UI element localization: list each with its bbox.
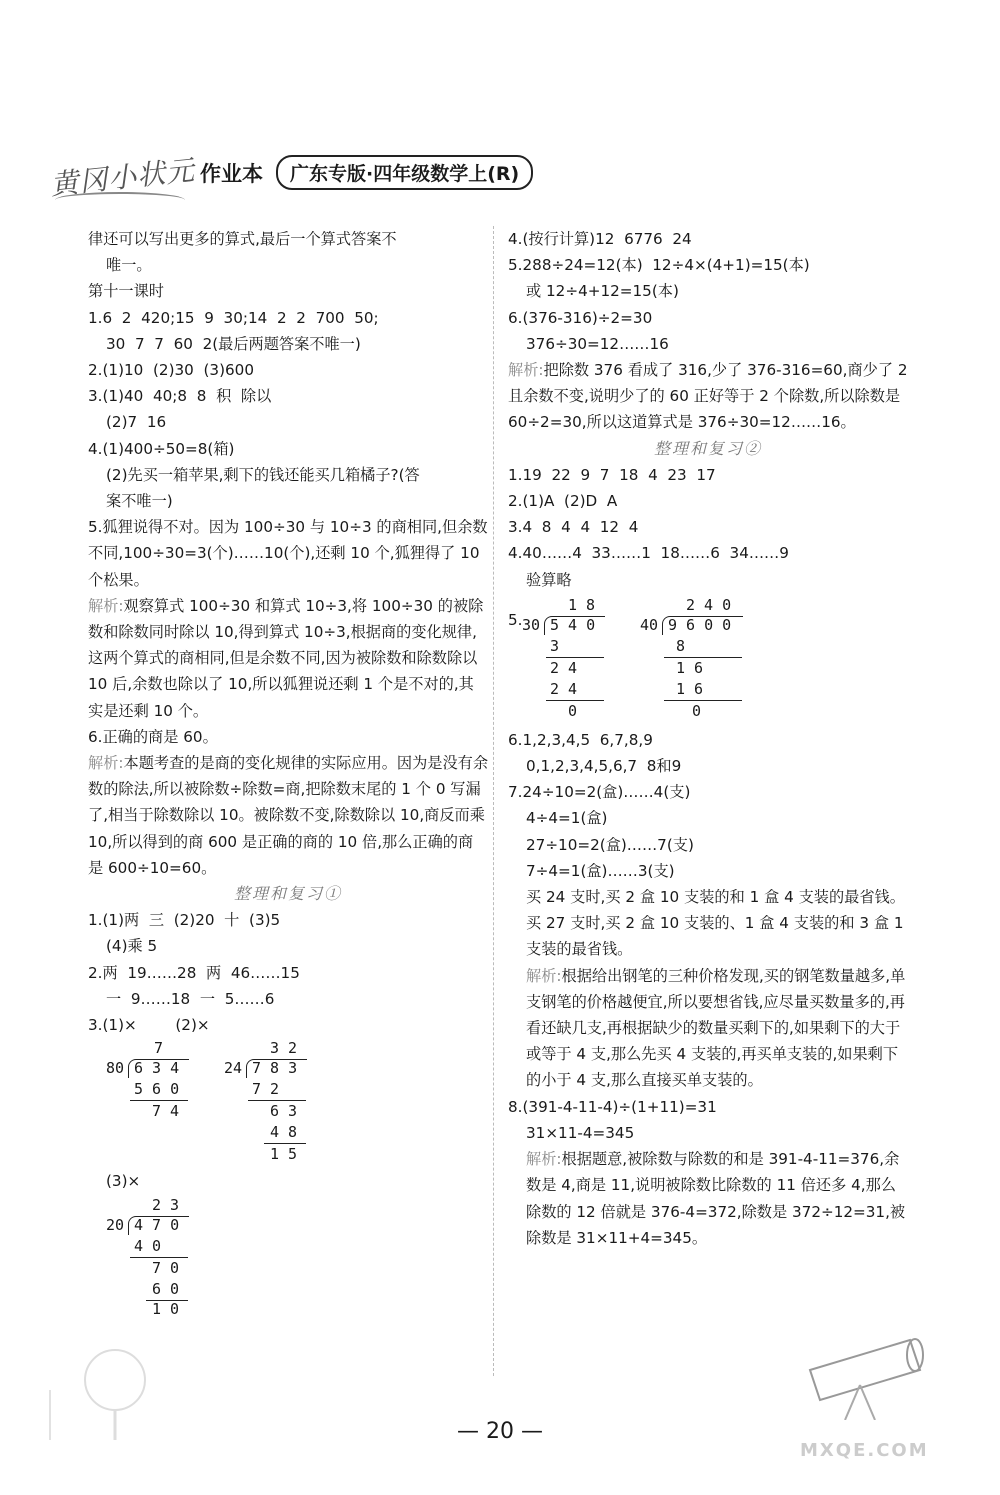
answer-1-cont: 30 7 7 60 2(最后两题答案不唯一) bbox=[106, 334, 361, 353]
tree-crown bbox=[85, 1350, 145, 1410]
text-line: 唯一。 bbox=[106, 256, 152, 275]
divisor: 40 bbox=[640, 615, 659, 634]
bring-down: 1 6 bbox=[676, 658, 704, 677]
analysis-6 bbox=[508, 357, 908, 436]
analysis-label: 解析: bbox=[508, 361, 544, 380]
watermark: MXQE.COM bbox=[800, 1440, 929, 1461]
review-2-answer-8-cont: 31×11-4=345 bbox=[526, 1123, 635, 1142]
lesson-heading: 第十一课时 bbox=[88, 282, 164, 301]
review-1-answer-3-part-3: (3)× bbox=[106, 1172, 141, 1191]
partial-product: 4 8 bbox=[270, 1123, 298, 1142]
long-division bbox=[640, 595, 750, 725]
review-2-answer-2: 2.(1)A (2)D A bbox=[508, 492, 618, 511]
analysis-8 bbox=[508, 1146, 908, 1251]
bring-down: 6 3 bbox=[270, 1102, 298, 1121]
dividend: 6 3 4 bbox=[134, 1059, 180, 1078]
quotient: 3 2 bbox=[270, 1039, 298, 1058]
partial-product: 6 0 bbox=[152, 1279, 180, 1298]
divisor: 30 bbox=[522, 615, 541, 634]
long-division-group bbox=[88, 1195, 488, 1317]
review-2-answer-3: 3.4 8 4 4 12 4 bbox=[508, 518, 639, 537]
remainder: 0 bbox=[692, 701, 702, 720]
long-division bbox=[106, 1038, 196, 1168]
long-division-group bbox=[508, 593, 908, 727]
partial-product: 8 bbox=[676, 636, 686, 655]
divisor: 20 bbox=[106, 1215, 125, 1234]
section-title-review-1: 整理和复习① bbox=[233, 884, 342, 904]
review-2-answer-4-cont: 验算略 bbox=[526, 570, 572, 589]
brand-swoosh bbox=[55, 192, 185, 208]
quotient: 1 8 bbox=[568, 595, 596, 614]
answer-6-cont: 376÷30=12……16 bbox=[526, 334, 669, 353]
review-2-answer-7-conclusion: 买 27 支时,买 2 盒 10 支装的、1 盒 4 支装的和 3 盒 1 支装的最省钱。 bbox=[526, 914, 904, 959]
dividend: 4 7 0 bbox=[134, 1215, 180, 1234]
answer-5-cont: 或 12÷4+12=15(本) bbox=[526, 282, 679, 301]
analysis-6 bbox=[88, 750, 488, 881]
telescope-illustration bbox=[800, 1330, 930, 1420]
page-number: — 20 — bbox=[457, 1419, 543, 1444]
remainder: 7 4 bbox=[152, 1102, 180, 1121]
review-2-answer-7-cont: 4÷4=1(盒) bbox=[526, 809, 608, 828]
partial-product: 2 4 bbox=[550, 679, 578, 698]
remainder: 0 bbox=[568, 701, 578, 720]
review-1-answer-1-cont: (4)乘 5 bbox=[106, 937, 158, 956]
quotient: 2 4 0 bbox=[686, 595, 732, 614]
answer-6: 6.正确的商是 60。 bbox=[88, 727, 218, 746]
division-rule bbox=[664, 700, 742, 701]
answer-5: 5.狐狸说得不对。因为 100÷30 与 10÷3 的商相同,但余数不同,100÷30=3(个)……10(个),还剩 10 个,狐狸得了 10 个松果。 bbox=[88, 518, 488, 589]
quotient: 2 3 bbox=[152, 1195, 180, 1214]
answer-4-cont: 案不唯一) bbox=[106, 492, 173, 511]
answer-1: 1.6 2 420;15 9 30;14 2 2 700 50; bbox=[88, 308, 379, 327]
analysis-text: 根据给出钢笔的三种价格发现,买的钢笔数量越多,单支钢笔的价格越便宜,所以要想省钱,应尽量买数量多的,再看还缺几支,再根据缺少的数量买剩下的,如果剩下的大于或等于 4 支,那么先买 4 支装的,再买单支装的,如果剩下的小于 4 支,那么直接买单支装的。 bbox=[526, 966, 906, 1090]
column-divider bbox=[493, 226, 494, 1376]
analysis-label: 解析: bbox=[526, 1150, 562, 1169]
right-column bbox=[508, 226, 908, 1251]
telescope-leg bbox=[860, 1385, 875, 1420]
review-2-answer-7-cont: 7÷4=1(盒)……3(支) bbox=[526, 861, 675, 880]
partial-product: 1 6 bbox=[676, 679, 704, 698]
page-header bbox=[50, 150, 610, 210]
review-2-answer-8: 8.(391-4-11-4)÷(1+11)=31 bbox=[508, 1097, 717, 1116]
analysis-text: 根据题意,被除数与除数的和是 391-4-11=376,余数是 4,商是 11,说明被除数比除数的 11 倍还多 4,那么除数的 12 倍就是 376-4=372,除数是 372÷12=31,被除数是 31×11+4=345。 bbox=[526, 1150, 906, 1247]
quotient: 7 bbox=[154, 1039, 164, 1058]
text-line: 律还可以写出更多的算式,最后一个算式答案不 bbox=[88, 230, 397, 248]
review-2-answer-6-cont: 0,1,2,3,4,5,6,7 8和9 bbox=[526, 757, 682, 776]
dividend: 9 6 0 0 bbox=[668, 615, 732, 634]
analysis-7 bbox=[508, 963, 908, 1094]
answer-3-cont: (2)7 16 bbox=[106, 413, 167, 432]
bring-down: 7 0 bbox=[152, 1258, 180, 1277]
answer-2: 2.(1)10 (2)30 (3)600 bbox=[88, 361, 254, 380]
review-2-answer-1: 1.19 22 9 7 18 4 23 17 bbox=[508, 465, 716, 484]
partial-product: 4 0 bbox=[134, 1236, 162, 1255]
long-division bbox=[224, 1038, 314, 1168]
book-name: 作业本 bbox=[200, 162, 263, 186]
review-1-answer-3: 3.(1)× (2)× bbox=[88, 1016, 210, 1035]
remainder: 1 0 bbox=[152, 1299, 180, 1318]
review-2-answer-7-conclusion: 买 24 支时,买 2 盒 10 支装的和 1 盒 4 支装的最省钱。 bbox=[526, 888, 905, 907]
review-2-answer-7-cont: 27÷10=2(盒)……7(支) bbox=[526, 835, 694, 854]
long-division bbox=[522, 595, 612, 725]
analysis-text: 把除数 376 看成了 316,少了 376-316=60,商少了 2 且余数不变,说明少了的 60 正好等于 2 个除数,所以除数是 60÷2=30,所以这道算式是 376÷30=12……16。 bbox=[508, 361, 908, 432]
analysis-label: 解析: bbox=[88, 754, 124, 773]
answer-4: 4.(1)400÷50=8(箱) bbox=[88, 439, 235, 458]
review-1-answer-2-cont: 一 9……18 一 5……6 bbox=[106, 989, 275, 1008]
edition-label: 广东专版·四年级数学上(R) bbox=[276, 155, 533, 190]
telescope-body bbox=[810, 1340, 920, 1400]
answer-6: 6.(376-316)÷2=30 bbox=[508, 308, 653, 327]
answer-4: 4.(按行计算)12 6776 24 bbox=[508, 230, 692, 248]
review-2-answer-5: 5. bbox=[508, 610, 523, 629]
analysis-label: 解析: bbox=[88, 596, 124, 615]
review-1-answer-1: 1.(1)两 三 (2)20 十 (3)5 bbox=[88, 911, 281, 930]
answer-3: 3.(1)40 40;8 8 积 除以 bbox=[88, 387, 272, 406]
divisor: 24 bbox=[224, 1059, 243, 1078]
partial-product: 3 bbox=[550, 636, 560, 655]
dividend: 7 8 3 bbox=[252, 1059, 298, 1078]
dividend: 5 4 0 bbox=[550, 615, 596, 634]
partial-product: 5 6 0 bbox=[134, 1080, 180, 1099]
partial-product: 7 2 bbox=[252, 1080, 280, 1099]
analysis-text: 本题考查的是商的变化规律的实际应用。因为是没有余数的除法,所以被除数÷除数=商,把除数末尾的 1 个 0 写漏了,相当于除数除以 10。被除数不变,除数除以 10,商反而乘 10,所以得到的商 600 是正确的商的 10 倍,那么正确的商是 600÷10=60。 bbox=[88, 754, 488, 877]
long-division bbox=[106, 1195, 196, 1317]
divisor: 80 bbox=[106, 1059, 125, 1078]
review-2-answer-4: 4.40……4 33……1 18……6 34……9 bbox=[508, 544, 789, 563]
analysis-label: 解析: bbox=[526, 966, 562, 985]
analysis-5 bbox=[88, 593, 488, 724]
analysis-text: 观察算式 100÷30 和算式 10÷3,将 100÷30 的被除数和除数同时除以 10,得到算式 10÷3,根据商的变化规律,这两个算式的商相同,但是余数不同,因为被除数和除数除以 10 后,余数也除以了 10,所以狐狸说还剩 1 个是不对的,其实是还剩 10 个。 bbox=[88, 596, 484, 720]
review-1-answer-2: 2.两 19……28 两 46……15 bbox=[88, 963, 300, 982]
answer-4-cont: (2)先买一箱苹果,剩下的钱还能买几箱橘子?(答 bbox=[106, 465, 420, 484]
review-2-answer-7: 7.24÷10=2(盒)……4(支) bbox=[508, 783, 691, 802]
bring-down: 2 4 bbox=[550, 658, 578, 677]
brand-logo: 黄冈小状元 bbox=[48, 153, 197, 202]
long-division-group bbox=[88, 1038, 488, 1168]
left-column bbox=[88, 226, 488, 1317]
review-2-answer-6: 6.1,2,3,4,5 6,7,8,9 bbox=[508, 730, 653, 749]
section-title-review-2: 整理和复习② bbox=[653, 438, 762, 458]
answer-5: 5.288÷24=12(本) 12÷4×(4+1)=15(本) bbox=[508, 256, 810, 275]
remainder: 1 5 bbox=[270, 1145, 298, 1164]
